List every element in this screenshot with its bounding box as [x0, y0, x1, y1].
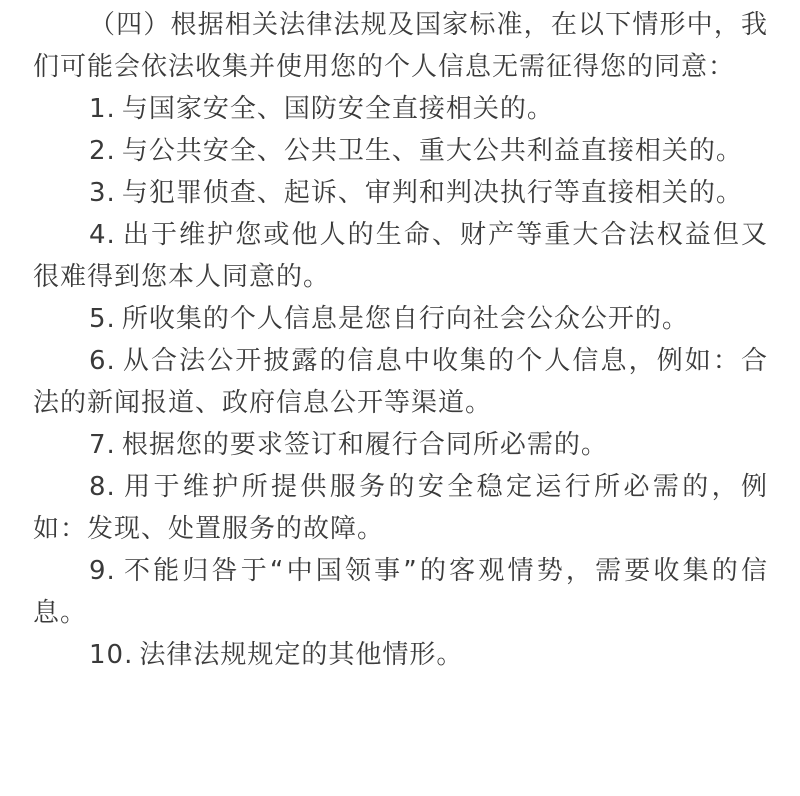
list-item [33, 634, 768, 676]
list-item [33, 424, 768, 466]
item-text: 从合法公开披露的信息中收集的个人信息，例如：合法的新闻报道、政府信息公开等渠道。 [33, 346, 768, 418]
item-number: 3. [89, 178, 116, 208]
item-number: 9. [89, 556, 116, 586]
document-content [33, 4, 768, 676]
item-number: 4. [89, 220, 116, 250]
item-number: 10. [89, 640, 134, 670]
list-item [33, 550, 768, 634]
item-text: 出于维护您或他人的生命、财产等重大合法权益但又很难得到您本人同意的。 [33, 220, 768, 292]
list-item [33, 340, 768, 424]
item-number: 5. [89, 304, 116, 334]
list-item [33, 214, 768, 298]
item-text: 与犯罪侦查、起诉、审判和判决执行等直接相关的。 [121, 178, 743, 208]
item-text: 所收集的个人信息是您自行向社会公众公开的。 [121, 304, 689, 334]
list-item [33, 466, 768, 550]
item-text: 与国家安全、国防安全直接相关的。 [121, 94, 554, 124]
list-item [33, 88, 768, 130]
item-number: 1. [89, 94, 116, 124]
item-text: 与公共安全、公共卫生、重大公共利益直接相关的。 [121, 136, 743, 166]
list-item [33, 298, 768, 340]
item-number: 2. [89, 136, 116, 166]
list-item [33, 172, 768, 214]
item-text: 法律法规规定的其他情形。 [139, 640, 464, 670]
item-text: 根据您的要求签订和履行合同所必需的。 [121, 430, 608, 460]
item-text: 不能归咎于“中国领事”的客观情势，需要收集的信息。 [33, 556, 768, 628]
item-number: 6. [89, 346, 116, 376]
item-number: 8. [89, 472, 116, 502]
item-text: 用于维护所提供服务的安全稳定运行所必需的，例如：发现、处置服务的故障。 [33, 472, 768, 544]
list-item [33, 130, 768, 172]
intro-paragraph: （四）根据相关法律法规及国家标准，在以下情形中，我们可能会依法收集并使用您的个人信息无需征得您的同意： [33, 10, 768, 82]
item-number: 7. [89, 430, 116, 460]
